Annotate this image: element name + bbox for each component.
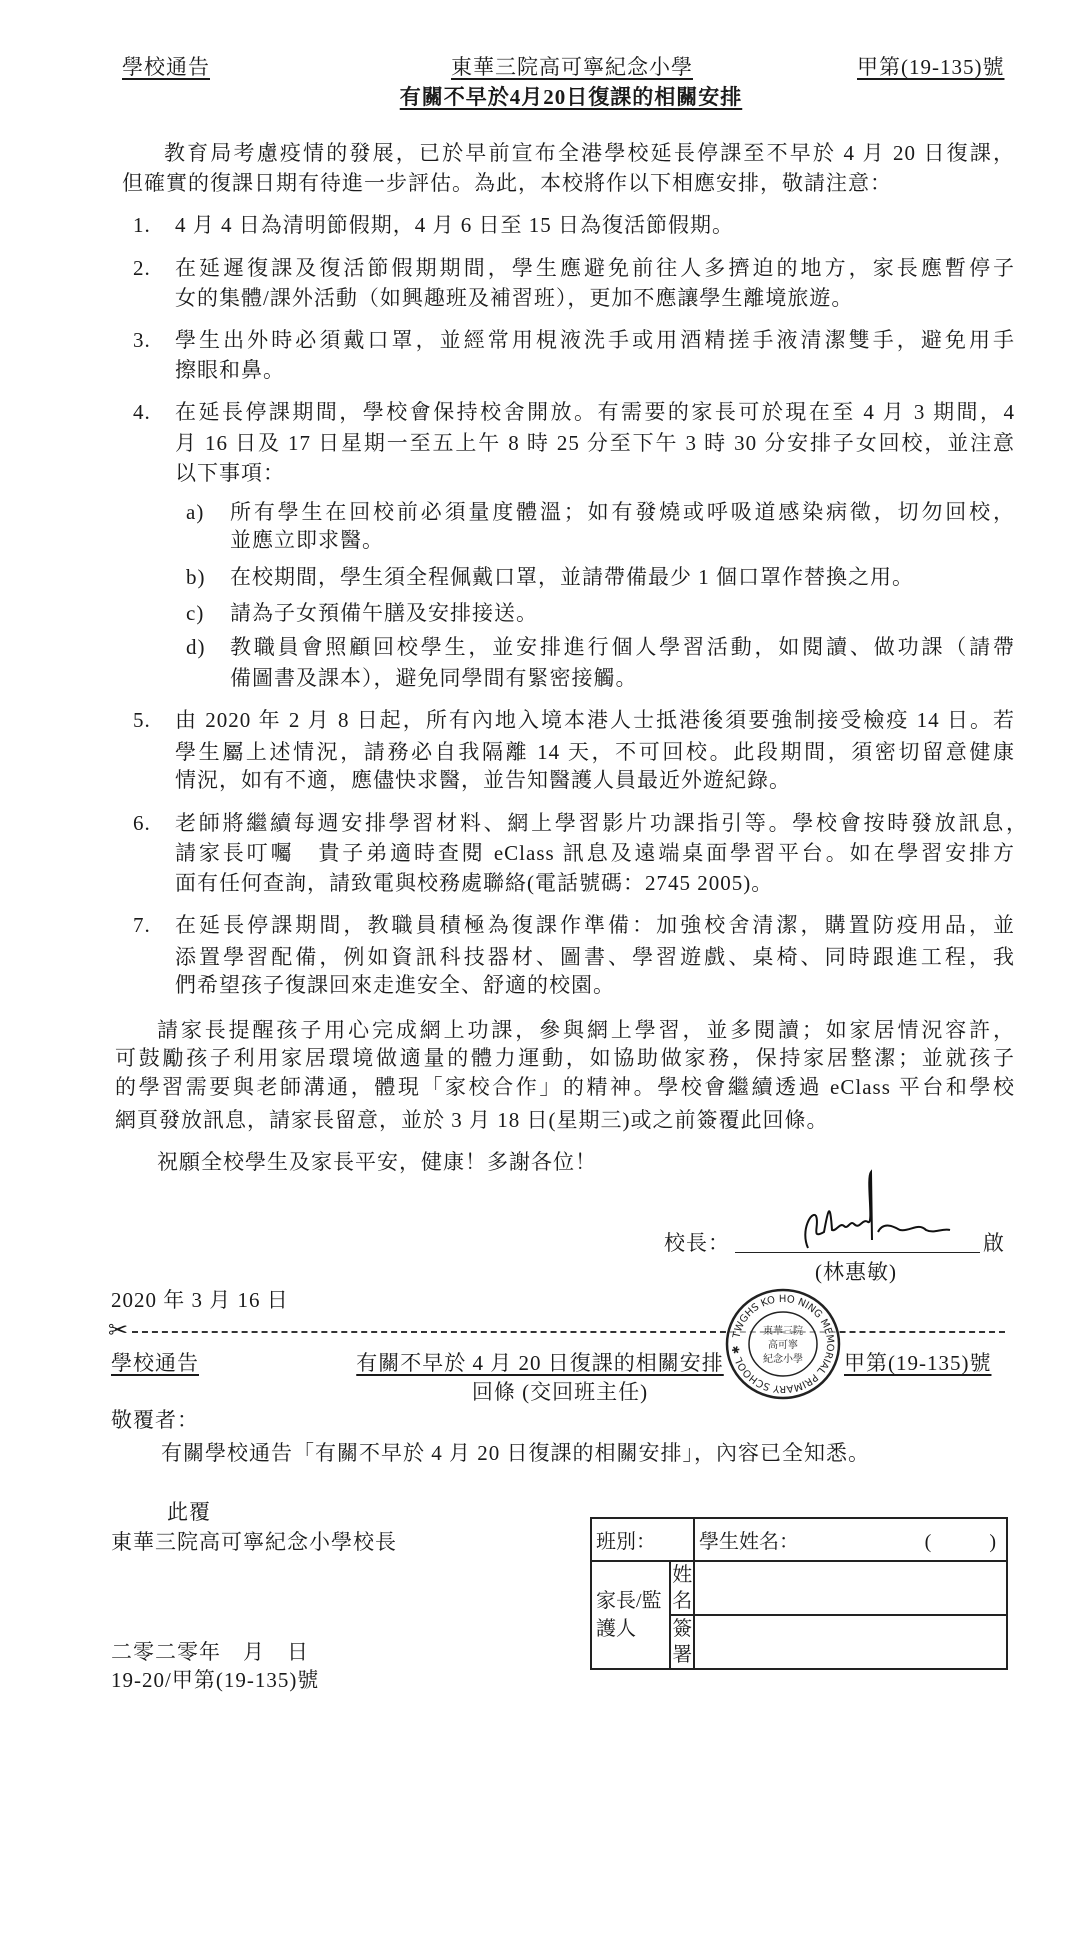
intro-line: 教育局考慮疫情的發展，已於早前宣布全港學校延長停課至不早於 4 月 20 日復課， (164, 141, 1015, 165)
notice-date: 2020 年 3 月 16 日 (111, 1288, 289, 1312)
item-line: 面有任何查詢，請致電與校務處聯絡(電話號碼：2745 2005)。 (175, 871, 774, 895)
item-line: 女的集體/課外活動（如興趣班及補習班），更加不應讓學生離境旅遊。 (175, 286, 854, 310)
principal-signature (750, 1170, 970, 1255)
closing-line: 的學習需要與老師溝通，體現「家校合作」的精神。學校會繼續透過 eClass 平台和學校 (115, 1075, 1015, 1099)
signature-label-cell (670, 1615, 694, 1669)
item-line: 們希望孩子復課回來走進安全、舒適的校園。 (175, 973, 615, 997)
item-line: 情況，如有不適，應儘快求醫，並告知醫護人員最近外遊紀錄。 (175, 768, 791, 792)
item-line: 4 月 4 日為清明節假期，4 月 6 日至 15 日為復活節假期。 (175, 213, 734, 237)
closing-line: 可鼓勵孩子利用家居環境做適量的體力運動，如協助做家務，保持家居整潔；並就孩子 (115, 1046, 1015, 1070)
item-line: 在延長停課期間，教職員積極為復課作準備：加強校舍清潔，購置防疫用品，並 (175, 913, 1015, 937)
reference-number: 甲第(19-135)號 (857, 55, 1005, 79)
subitem-line: 在校期間，學生須全程佩戴口罩，並請帶備最少 1 個口罩作替換之用。 (230, 565, 914, 589)
subitem-letter: a) (186, 500, 205, 524)
school-name: 東華三院高可寧紀念小學 (451, 55, 693, 79)
item-number: 4. (133, 400, 151, 424)
item-line: 學生出外時必須戴口罩，並經常用梘液洗手或用酒精搓手液清潔雙手，避免用手 (175, 328, 1015, 352)
parent-label-cell (591, 1561, 670, 1669)
item-line: 由 2020 年 2 月 8 日起，所有內地入境本港人士抵港後須要強制接受檢疫 14 日。若 (175, 708, 1015, 732)
name-label-cell (670, 1561, 694, 1615)
reply-subtitle: 回條 (交回班主任) (471, 1380, 649, 1404)
item-line: 添置學習配備，例如資訊科技器材、圖書、學習遊戲、桌椅、同時跟進工程，我 (175, 945, 1015, 969)
item-number: 2. (133, 256, 151, 280)
item-number: 5. (133, 708, 151, 732)
subitem-line: 所有學生在回校前必須量度體溫；如有發燒或呼吸道感染病徵，切勿回校， (230, 500, 1015, 524)
reply-title: 有關不早於 4 月 20 日復課的相關安排 (356, 1351, 724, 1375)
subitem-line: 請為子女預備午膳及安排接送。 (230, 601, 538, 625)
subitem-line: 並應立即求醫。 (230, 528, 384, 552)
signature-label: 簽署 (672, 1618, 693, 1666)
item-line: 在延遲復課及復活節假期期間，學生應避免前往人多擠迫的地方，家長應暫停子 (175, 256, 1015, 280)
acknowledgement-statement: 有關學校通告「有關不早於 4 月 20 日復課的相關安排」，內容已全知悉。 (161, 1441, 870, 1465)
subitem-letter: b) (186, 565, 206, 589)
class-field[interactable] (591, 1518, 694, 1561)
item-number: 6. (133, 811, 151, 835)
cut-line (132, 1331, 1005, 1333)
subitem-line: 教職員會照顧回校學生，並安排進行個人學習活動，如閱讀、做功課（請帶 (230, 635, 1015, 659)
subitem-letter: d) (186, 635, 206, 659)
document-reference: 19-20/甲第(19-135)號 (111, 1668, 320, 1692)
item-line: 請家長叮囑 貴子弟適時查閱 eClass 訊息及遠端桌面學習平台。如在學習安排方 (175, 841, 1015, 865)
svg-text:TWGHS KO HO NING MEMORIAL PRIM: TWGHS KO HO NING MEMORIAL PRIMARY SCHOOL ✱ (730, 1293, 836, 1394)
closing-line: 請家長提醒孩子用心完成網上功課，參與網上學習，並多閱讀；如家居情況容許， (157, 1018, 1015, 1042)
item-number: 7. (133, 913, 151, 937)
item-line: 老師將繼續每週安排學習材料、網上學習影片功課指引等。學校會按時發放訊息， (175, 811, 1028, 835)
notice-title: 有關不早於4月20日復課的相關安排 (399, 85, 743, 109)
item-line: 學生屬上述情況，請務必自我隔離 14 天，不可回校。此段期間，須密切留意健康 (175, 740, 1015, 764)
parent-name-field[interactable] (694, 1561, 1007, 1615)
scissors-icon: ✂ (108, 1318, 130, 1344)
recipient: 東華三院高可寧紀念小學校長 (111, 1530, 397, 1554)
wish-line: 祝願全校學生及家長平安，健康！多謝各位！ (157, 1150, 597, 1174)
principal-label: 校長： (664, 1231, 730, 1255)
item-line: 擦眼和鼻。 (175, 358, 285, 382)
class-label: 班別： (596, 1531, 656, 1553)
principal-name: (林惠敏) (815, 1260, 897, 1284)
item-line: 月 16 日及 17 日星期一至五上午 8 時 25 分至下午 3 時 30 分安排子女回校，並注意 (175, 431, 1015, 455)
reply-notice-label: 學校通告 (111, 1351, 199, 1375)
svg-text:高可寧: 高可寧 (768, 1340, 798, 1351)
svg-text:東華三院: 東華三院 (763, 1326, 803, 1337)
reply-reference-number: 甲第(19-135)號 (844, 1351, 992, 1375)
notice-label: 學校通告 (122, 55, 210, 79)
item-line: 在延長停課期間，學校會保持校舍開放。有需要的家長可於現在至 4 月 3 期間，4 (175, 400, 1015, 424)
reply-date: 二零二零年 月 日 (111, 1640, 309, 1664)
item-line: 以下事項： (175, 461, 285, 485)
reply-word: 此覆 (167, 1500, 211, 1524)
closing-word: 啟 (983, 1231, 1005, 1255)
svg-text:紀念小學: 紀念小學 (763, 1354, 803, 1365)
student-name-label: 學生姓名： (699, 1531, 799, 1553)
parent-label: 家長/監護人 (596, 1590, 662, 1640)
closing-line: 網頁發放訊息，請家長留意，並於 3 月 18 日(星期三)或之前簽覆此回條。 (115, 1108, 829, 1132)
school-stamp (725, 1288, 841, 1400)
intro-line: 但確實的復課日期有待進一步評估。為此，本校將作以下相應安排，敬請注意： (122, 171, 892, 195)
item-number: 1. (133, 213, 151, 237)
subitem-line: 備圖書及課本），避免同學間有緊密接觸。 (230, 666, 638, 690)
name-label: 姓名 (672, 1564, 693, 1612)
student-name-field[interactable] (694, 1518, 1007, 1561)
salutation: 敬覆者： (111, 1408, 199, 1432)
item-number: 3. (133, 328, 151, 352)
reply-form-table (590, 1517, 1008, 1670)
subitem-letter: c) (186, 601, 205, 625)
parent-signature-field[interactable] (694, 1615, 1007, 1669)
class-number-field[interactable]: ( ) (924, 1531, 1002, 1553)
